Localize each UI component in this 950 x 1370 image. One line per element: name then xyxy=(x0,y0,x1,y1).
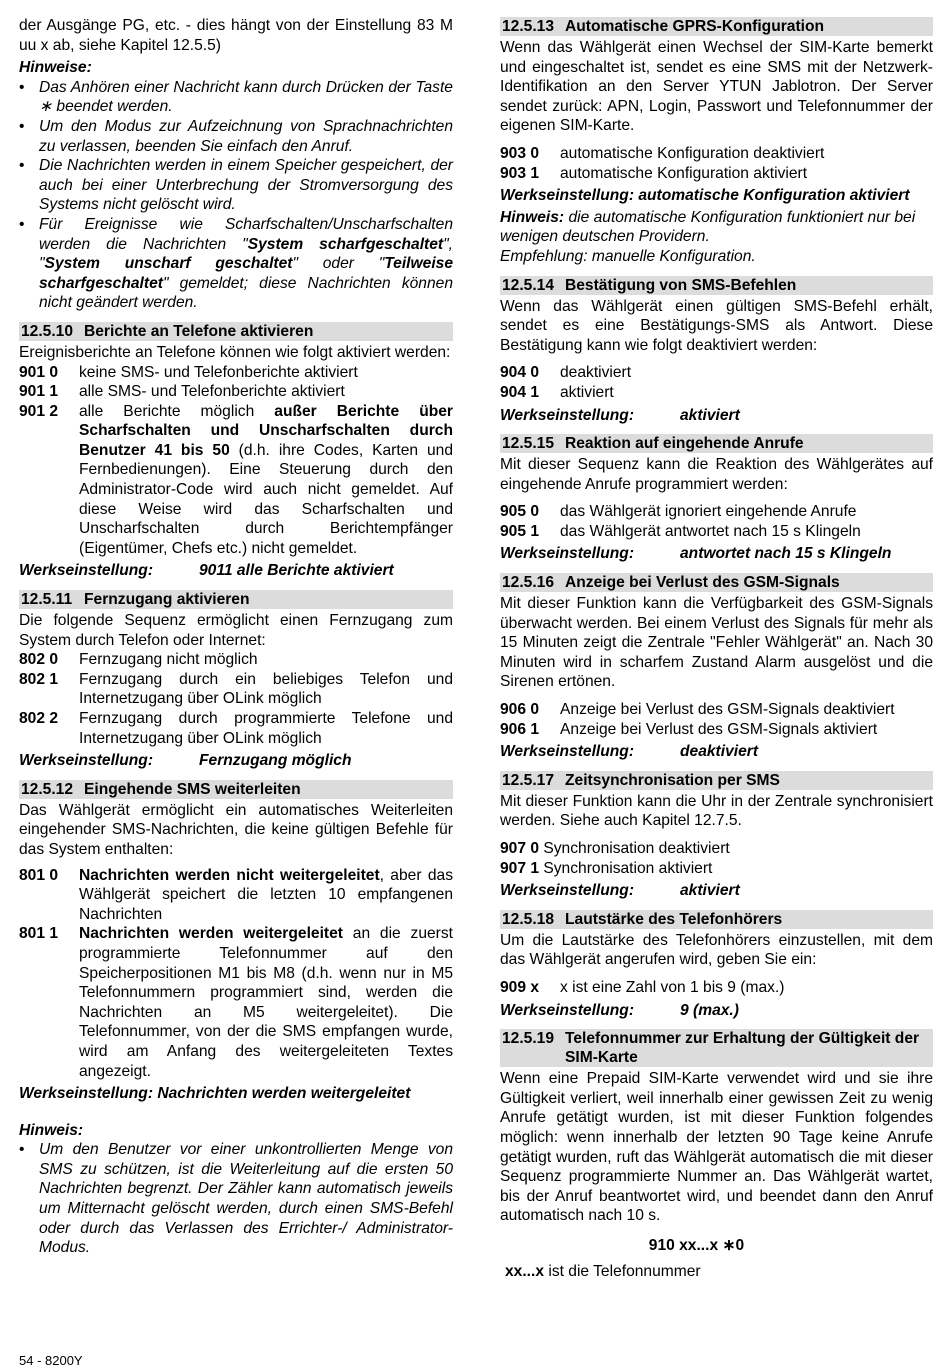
section-desc: Mit dieser Sequenz kann die Reaktion des Wählgerätes auf eingehende Anrufe programmiert werden: xyxy=(500,456,933,493)
right-column xyxy=(500,16,933,1281)
factory-setting: Werkseinstellung: antwortet nach 15 s Klingeln xyxy=(500,545,892,563)
bullet-icon: • xyxy=(19,1141,25,1159)
code-item: 905 1 das Wählgerät antwortet nach 15 s Klingeln xyxy=(500,522,861,540)
code-item: 901 0 keine SMS- und Telefonberichte aktiviert xyxy=(19,363,358,381)
code-item: 901 2 alle Berichte möglich außer Berichte über Scharfschalten und Unscharfschalten durch Benutzer 41 bis 50 (d.h. ihre Codes, Karten und Fernbedienungen). Eine Steuerung durch den Administrator-Code wird auch nicht gemeldet. Auf diese Weise wird das Scharfschalten und Unscharfschalten durch Berichtempfänger (Eigentümer, Chefs etc.) nicht gemeldet. xyxy=(19,402,453,557)
recommendation-text: Empfehlung: manuelle Konfiguration. xyxy=(500,247,756,265)
code-item: 801 0 Nachrichten werden nicht weitergeleitet, aber das Wählgerät speichert die letzten 10 empfangenen Nachrichten xyxy=(19,866,453,923)
section-desc: Wenn das Wählgerät einen gültigen SMS-Befehl erhält, sendet es eine Bestätigungs-SMS als Antwort. Diese Bestätigung kann wie folgt deaktiviert werden: xyxy=(500,297,933,354)
intro-text: der Ausgänge PG, etc. - dies hängt von der Einstellung 83 M uu x ab, siehe Kapitel 12.5.5) xyxy=(19,17,453,54)
note-item: • Die Nachrichten werden in einem Speicher gespeichert, der auch bei einer Unterbrechung der Stromversorgung des Systems nicht gelöscht wird. xyxy=(19,157,453,214)
factory-setting: Werkseinstellung: aktiviert xyxy=(500,406,740,424)
factory-setting: Werkseinstellung: 9011 alle Berichte aktiviert xyxy=(19,562,394,580)
notes-title: Hinweise: xyxy=(19,59,92,77)
code-item: 905 0 das Wählgerät ignoriert eingehende Anrufe xyxy=(500,503,857,521)
bullet-icon: • xyxy=(19,157,25,175)
code-item: 802 2 Fernzugang durch programmierte Telefone und Internetzugang über OLink möglich xyxy=(19,710,453,747)
code-item: 904 1 aktiviert xyxy=(500,383,614,401)
section-header-12-5-15: 12.5.15 Reaktion auf eingehende Anrufe xyxy=(500,434,933,453)
code-item: 907 1 Synchronisation aktiviert xyxy=(500,859,713,877)
section-header-12-5-13: 12.5.13 Automatische GPRS-Konfiguration xyxy=(500,17,933,36)
factory-setting: Werkseinstellung: Nachrichten werden weitergeleitet xyxy=(19,1085,411,1103)
section-desc: Das Wählgerät ermöglicht ein automatisches Weiterleiten eingehender SMS-Nachrichten, die keine gültigen Befehle für das System enthalten: xyxy=(19,801,453,858)
code-item: 802 0 Fernzugang nicht möglich xyxy=(19,651,258,669)
bullet-icon: • xyxy=(19,215,25,233)
factory-setting: Werkseinstellung: deaktiviert xyxy=(500,743,759,761)
section-desc: Wenn das Wählgerät einen Wechsel der SIM-Karte bemerkt und eingeschaltet ist, sendet es eine SMS mit der Netzwerk-Identifikation an den Server YTUN Jablotron. Der Server sendet zurück: APN, Login, Passwort und Telefonnummer der eigenen SIM-Karte. xyxy=(500,39,933,135)
section-desc: Mit dieser Funktion kann die Verfügbarkeit des GSM-Signals überwacht werden. Bei einem Verlust des Signals für mehr als 15 Minuten zeigt die Zentrale "Fehler Wählgerät" an. Nach 30 Minuten wird in scharfem Zustand Alarm ausgelöst und die Sirenen ertönen. xyxy=(500,595,933,691)
code-item: 906 0 Anzeige bei Verlust des GSM-Signals deaktiviert xyxy=(500,701,895,719)
factory-setting: Werkseinstellung: aktiviert xyxy=(500,882,740,900)
section-header-12-5-14: 12.5.14 Bestätigung von SMS-Befehlen xyxy=(500,276,933,295)
code-item: 904 0 deaktiviert xyxy=(500,364,632,382)
section-header-12-5-19: 12.5.19 Telefonnummer zur Erhaltung der Gültigkeit der SIM-Karte xyxy=(500,1029,933,1067)
left-column xyxy=(19,16,453,1258)
section-header-12-5-11: 12.5.11 Fernzugang aktivieren xyxy=(19,590,453,609)
section-header-12-5-18: 12.5.18 Lautstärke des Telefonhörers xyxy=(500,910,933,929)
section-header-12-5-12: 12.5.12 Eingehende SMS weiterleiten xyxy=(19,780,453,799)
code-item: 909 x x ist eine Zahl von 1 bis 9 (max.) xyxy=(500,978,785,996)
bullet-icon: • xyxy=(19,117,25,135)
factory-setting: Werkseinstellung: 9 (max.) xyxy=(500,1001,739,1019)
section-header-12-5-17: 12.5.17 Zeitsynchronisation per SMS xyxy=(500,771,933,790)
section-header-12-5-10: 12.5.10 Berichte an Telefone aktivieren xyxy=(19,322,453,341)
code-item: 906 1 Anzeige bei Verlust des GSM-Signals aktiviert xyxy=(500,720,878,738)
hint-text: Hinweis: die automatische Konfiguration funktioniert nur bei wenigen deutschen Providern. xyxy=(500,208,916,246)
section-desc: Mit dieser Funktion kann die Uhr in der Zentrale synchronisiert werden. Siehe auch Kapitel 12.7.5. xyxy=(500,792,933,830)
note-item: • Das Anhören einer Nachricht kann durch Drücken der Taste ∗ beendet werden. xyxy=(19,78,453,116)
section-desc: Die folgende Sequenz ermöglicht einen Fernzugang zum System durch Telefon oder Internet: xyxy=(19,612,453,649)
section-desc: Ereignisberichte an Telefone können wie folgt aktiviert werden: xyxy=(19,343,451,361)
factory-setting: Werkseinstellung: automatische Konfiguration aktiviert xyxy=(500,187,910,205)
code-item: 903 0 automatische Konfiguration deaktiviert xyxy=(500,144,825,162)
section-desc: Um die Lautstärke des Telefonhörers einzustellen, mit dem das Wählgerät angerufen wird, geben Sie ein: xyxy=(500,931,933,969)
note-item: • Um den Modus zur Aufzeichnung von Sprachnachrichten zu verlassen, beenden Sie einfach den Anruf. xyxy=(19,117,453,155)
bullet-icon: • xyxy=(19,78,25,96)
sequence-legend: xx...x ist die Telefonnummer xyxy=(505,1262,701,1280)
note-item: • Für Ereignisse wie Scharfschalten/Unscharfschalten werden die Nachrichten "System scharfgeschaltet", "System unscharf geschaltet" oder "Teilweise scharfgeschaltet" gemeldet; diese Nachrichten können nicht geändert werden. xyxy=(19,215,453,312)
section-desc: Wenn eine Prepaid SIM-Karte verwendet wird und sie ihre Gültigkeit verliert, weil innerhalb einer gewissen Zeit zu wenig Anrufe getätigt wurden, ist mit dieser Funktion folgendes möglich: wenn innerhalb der letzten 90 Tage keine Anrufe getätigt wurden, ruft das Wählgerät automatisch die mit dieser Sequenz programmierte Nummer an. Das Wählgerät wartet, bis der Anruf beantwortet wird, und beendet dann den Anruf automatisch nach 10 s. xyxy=(500,1070,933,1225)
code-item: 903 1 automatische Konfiguration aktiviert xyxy=(500,164,808,182)
note-item: • Um den Benutzer vor einer unkontrollierten Menge von SMS zu schützen, ist die Weiterleitung auf die ersten 50 Nachrichten begrenzt. Der Zähler kann automatisch jeweils um Mitternacht gelöscht werden, durch einen SMS-Befehl oder durch das Verlassen des Errichter-/ Administrator-Modus. xyxy=(19,1141,453,1257)
page-footer: 54 - 8200Y xyxy=(19,1353,83,1368)
code-item: 802 1 Fernzugang durch ein beliebiges Telefon und Internetzugang über OLink möglich xyxy=(19,670,453,708)
note-title: Hinweis: xyxy=(19,1121,84,1139)
code-item: 801 1 Nachrichten werden weitergeleitet an die zuerst programmierte Telefonnummer auf den Speicherpositionen M1 bis M8 (d.h. wenn nur in M5 Telefonnummern programmiert sind, werden die Nachrichten an M5 weitergeleitet). Die Telefonnummer, von der die SMS empfangen wurde, wird am Anfang des weitergeleiteten Textes angezeigt. xyxy=(19,925,453,1080)
code-item: 907 0 Synchronisation deaktiviert xyxy=(500,840,730,857)
sequence-code: 910 xx...x ∗0 xyxy=(648,1236,745,1254)
code-item: 901 1 alle SMS- und Telefonberichte aktiviert xyxy=(19,383,345,401)
factory-setting: Werkseinstellung: Fernzugang möglich xyxy=(19,752,352,770)
section-header-12-5-16: 12.5.16 Anzeige bei Verlust des GSM-Signals xyxy=(500,573,933,592)
